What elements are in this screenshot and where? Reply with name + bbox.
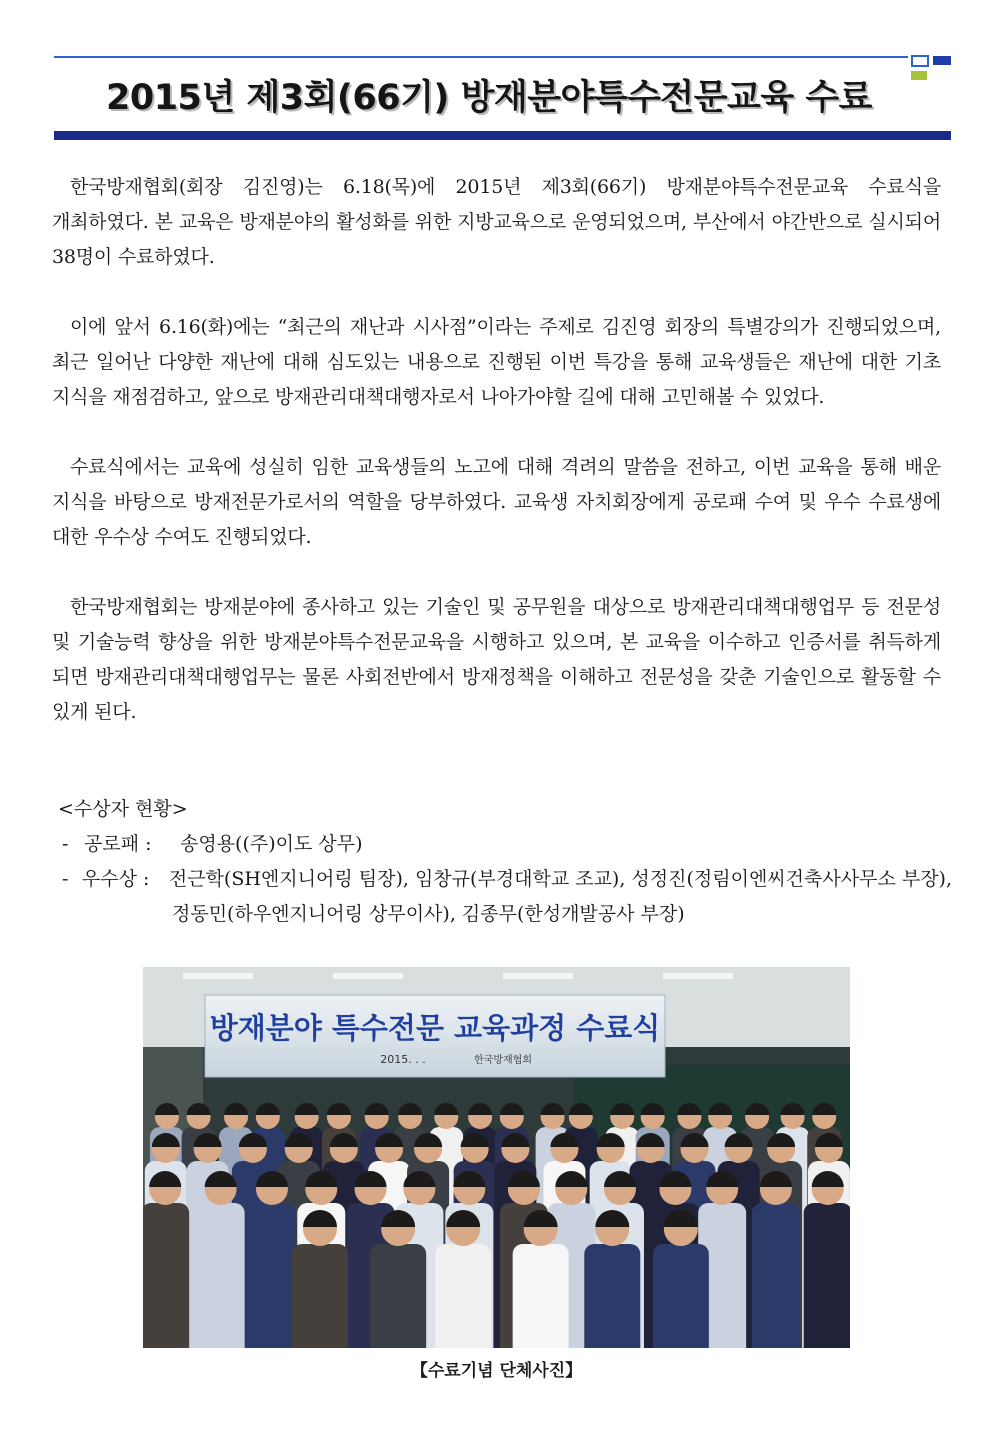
person-body (292, 1244, 348, 1348)
person-body (584, 1244, 640, 1348)
photo-banner (205, 995, 665, 1077)
corner-square-outline (911, 55, 929, 67)
paragraph-3: 수료식에서는 교육에 성실히 임한 교육생들의 노고에 대해 격려의 말씀을 전하고, 이번 교육을 통해 배운 지식을 바탕으로 방재전문가로서의 역할을 당부하였다. 교육생 자치회장에게 공로패 수여 및 우수 수료생에 대한 우수상 수여도 진행되었다. (52, 456, 941, 548)
award-plaque-label: 공로패 : (84, 833, 152, 855)
header-bottom-rule (54, 131, 951, 140)
person-body (248, 1203, 296, 1348)
photo-caption: 【수료기념 단체사진】 (410, 1361, 583, 1381)
article-body (52, 170, 941, 765)
person-body (752, 1203, 800, 1348)
banner-date: 2015. . . (380, 1053, 426, 1066)
award-plaque-value: 송영용((주)이도 상무) (180, 833, 363, 855)
award-excellence-line1: 전근학(SH엔지니어링 팀장), 임창규(부경대학교 조교), 성정진(정림이엔씨건축사사무소 부장), (168, 868, 952, 890)
awards-heading: <수상자 현황> (58, 798, 188, 820)
banner-title: 방재분야 특수전문 교육과정 수료식 (209, 1011, 661, 1045)
banner-org: 한국방재협회 (474, 1055, 532, 1066)
page-title: 2015년 제3회(66기) 방재분야특수전문교육 수료 (106, 78, 872, 118)
list-dash: - (62, 868, 69, 890)
paragraph-2: 이에 앞서 6.16(화)에는 “최근의 재난과 시사점”이라는 주제로 김진영 회장의 특별강의가 진행되었으며, 최근 일어난 다양한 재난에 대해 심도있는 내용으로 진행된 이번 특강을 통해 교육생들은 재난에 대한 기초 지식을 재점검하고, 앞으로 방재관리대책대행자로서 나아가야할 길에 대해 고민해볼 수 있었다. (52, 316, 941, 408)
award-excellence-continued: 정동민(하우엔지니어링 상무이사), 김종무(한성개발공사 부장) (172, 903, 685, 925)
person-body (143, 1203, 189, 1348)
paragraph-1: 한국방재협회(회장 김진영)는 6.18(목)에 2015년 제3회(66기) 방재분야특수전문교육 수료식을 개최하였다. 본 교육은 방재분야의 활성화를 위한 지방교육으로 운영되었으며, 부산에서 야간반으로 실시되어 38명이 수료하였다. (52, 176, 941, 268)
person-body (370, 1244, 426, 1348)
award-plaque-row (52, 827, 952, 862)
person-body (804, 1203, 850, 1348)
group-photo (143, 967, 850, 1348)
award-excellence-label: 우수상 : (81, 868, 150, 890)
award-excellence-row (52, 862, 952, 897)
paragraph-4: 한국방재협회는 방재분야에 종사하고 있는 기술인 및 공무원을 대상으로 방재관리대책대행업무 등 전문성 및 기술능력 향상을 위한 방재분야특수전문교육을 시행하고 있으며, 본 교육을 이수하고 인증서를 취득하게 되면 방재관리대책대행업무는 물론 사회전반에서 방재정책을 이해하고 전문성을 갖춘 기술인으로 활동할 수 있게 된다. (52, 596, 941, 723)
header-top-rule (54, 56, 908, 58)
person-body (435, 1244, 491, 1348)
photo-crowd (143, 1103, 850, 1348)
group-photo-illustration (143, 967, 850, 1348)
awards-section (52, 792, 952, 932)
person-body (197, 1203, 245, 1348)
list-dash: - (62, 833, 69, 855)
person-body (513, 1244, 569, 1348)
corner-square-navy (933, 56, 951, 65)
person-body (653, 1244, 709, 1348)
